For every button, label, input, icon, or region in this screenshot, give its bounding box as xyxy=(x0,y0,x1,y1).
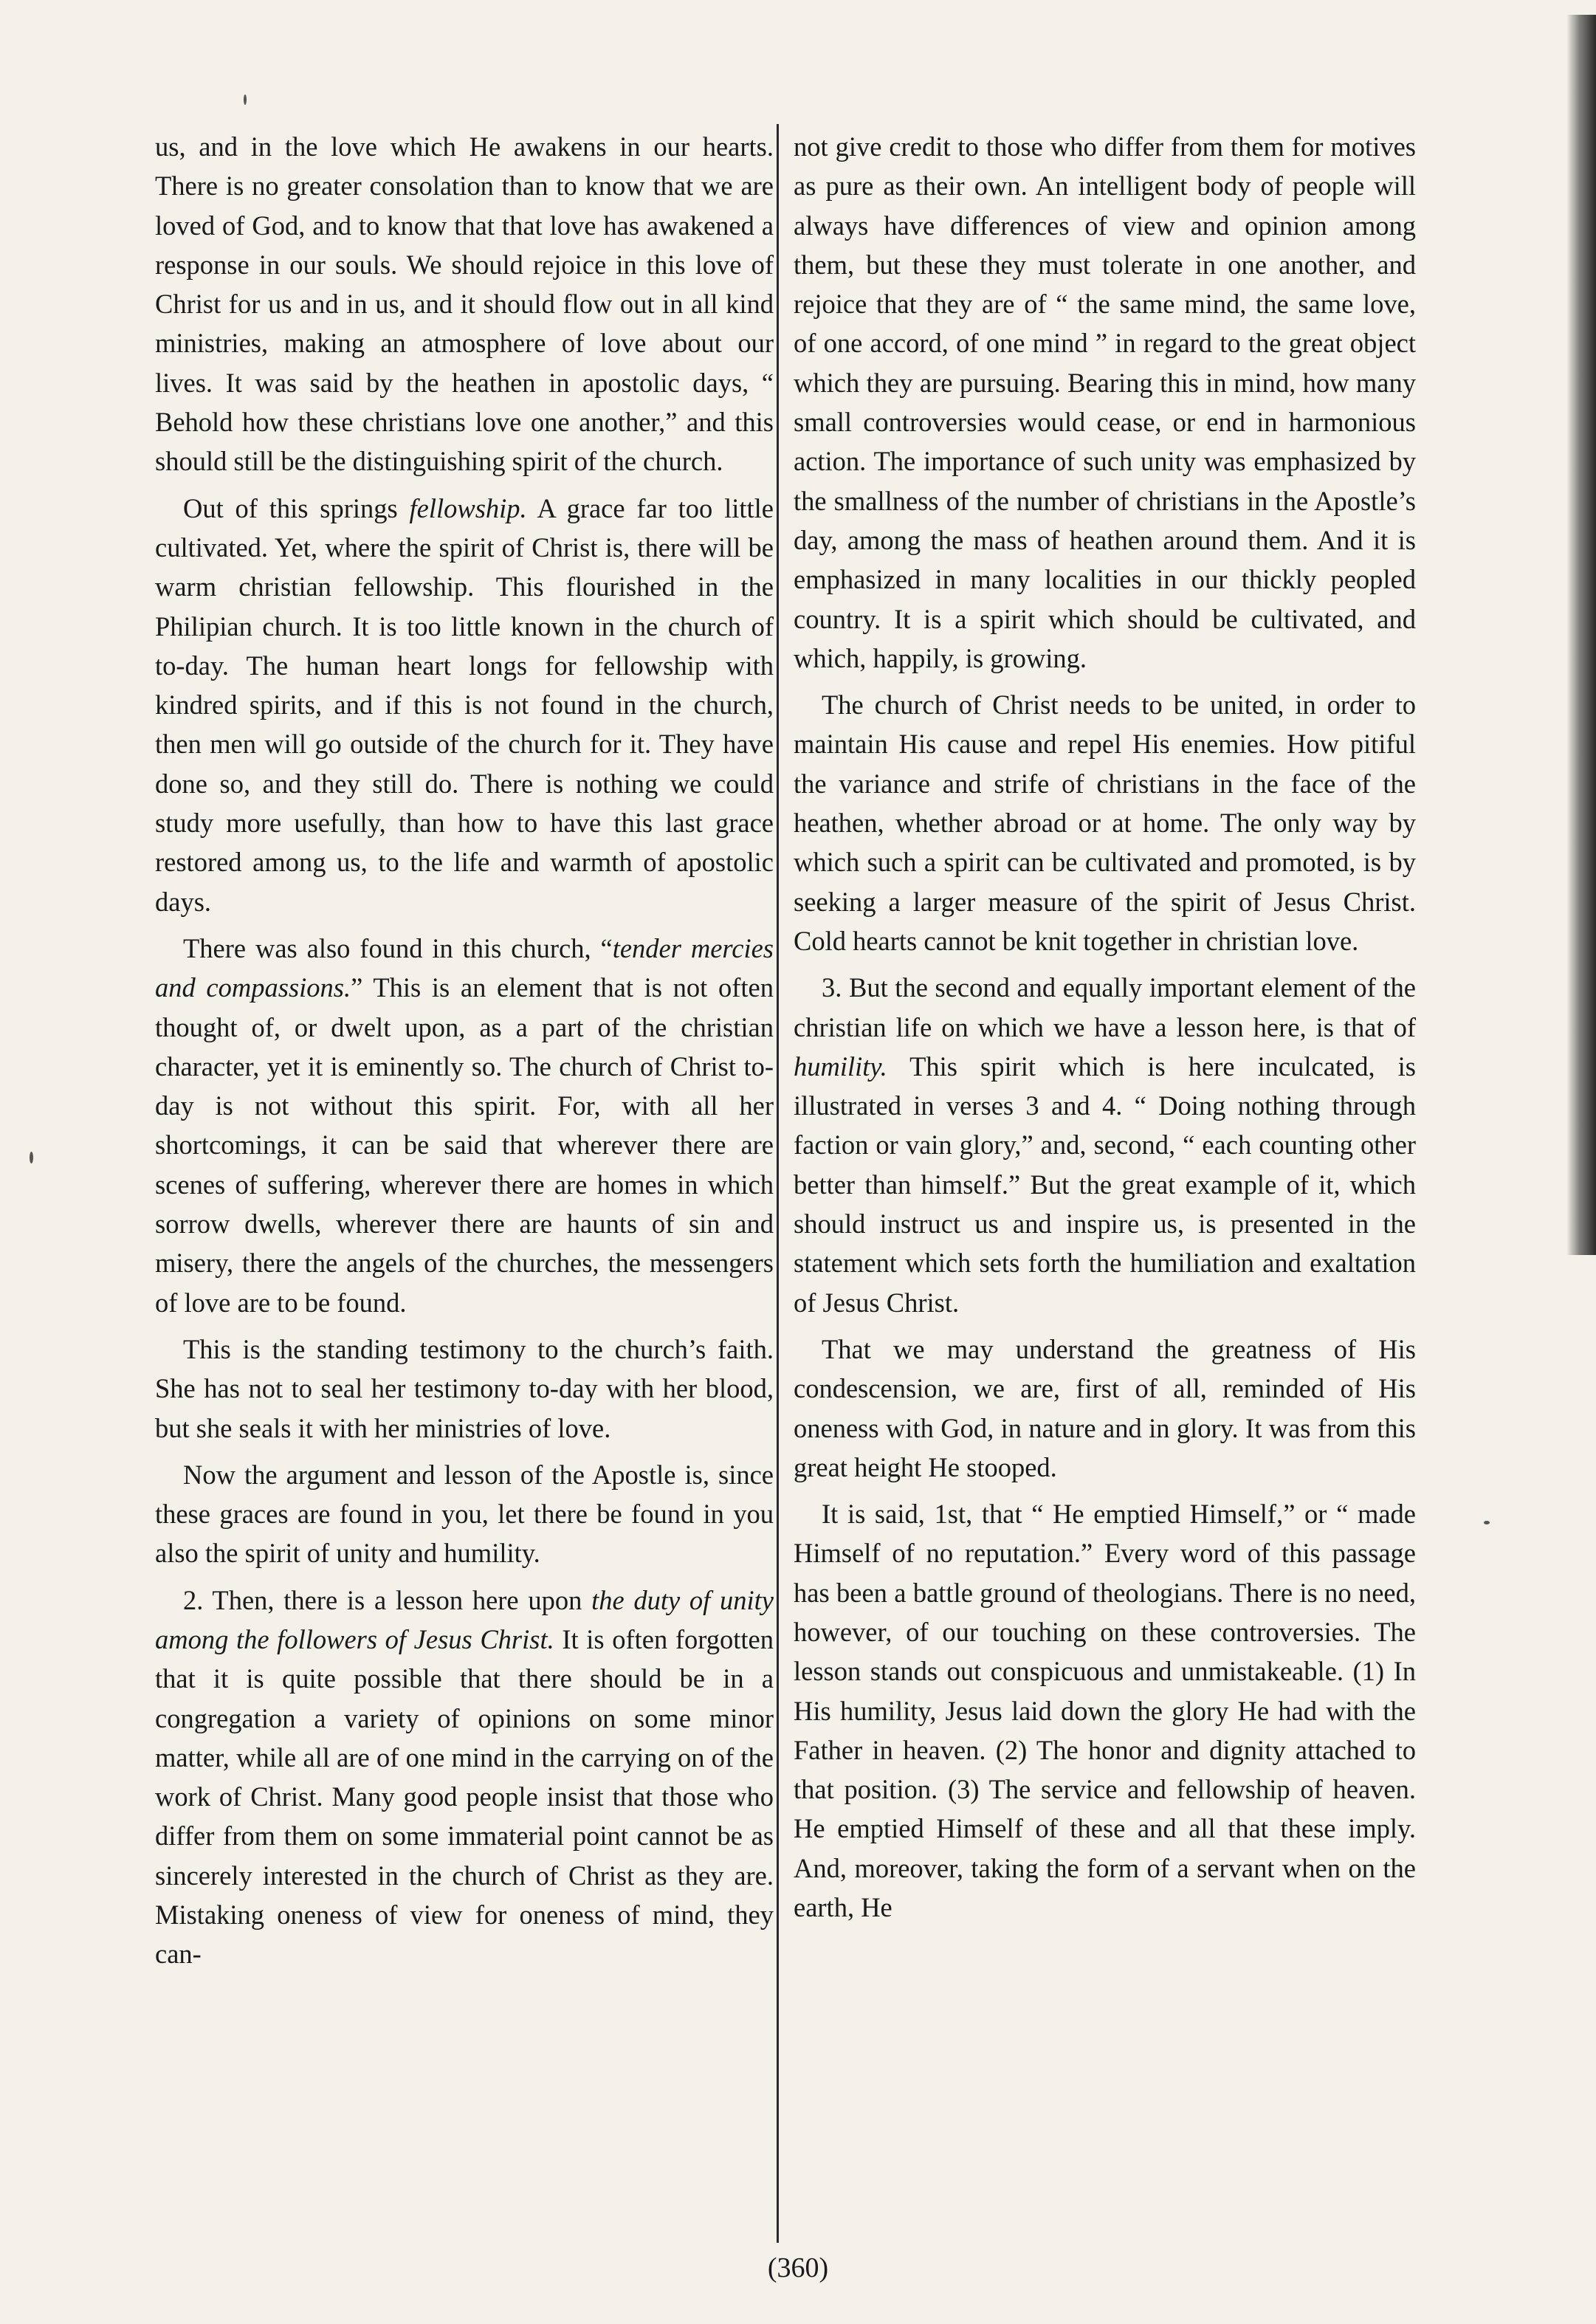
paragraph xyxy=(794,968,1416,1322)
paragraph xyxy=(794,1494,1416,1927)
text-run: It is said, 1st, that “ He emptied Himself,” or “ made Himself of no reputation.” Every word of this passage has been a battle ground of theologians. There is no need, however, of our touching on these controversies. The lesson stands out conspicuous and unmistakeable. (1) In His humility, Jesus laid down the glory He had with the Father in heaven. (2) The honor and dignity attached to that position. (3) The service and fellowship of heaven. He emptied Himself of these and all that these imply. And, moreover, taking the form of a servant when on the earth, He xyxy=(794,1499,1416,1923)
page-number: (360) xyxy=(767,2252,829,2283)
print-speck xyxy=(244,94,247,105)
text-run: There was also found in this church, “ xyxy=(183,932,613,963)
text-run: 2. Then, there is a lesson here upon xyxy=(183,1584,592,1615)
left-column xyxy=(155,127,774,1974)
paragraph xyxy=(155,929,774,1322)
text-run: Now the argument and lesson of the Apostle is, since these graces are found in you, let there be found in you also the spirit of unity and humility. xyxy=(155,1459,774,1569)
text-run: It is often forgotten that it is quite possible that there should be in a congregation a variety of opinions on some minor matter, while all are of one mind in the carrying on of the work of Christ. Many good people insist that those who differ from them on some immaterial point cannot be as sincerely interested in the church of Christ as they are. Mistaking oneness of view for oneness of mind, they can- xyxy=(155,1623,774,1970)
italic-phrase: the duty of unity among the followers of Jesus Christ. xyxy=(155,1584,774,1654)
text-run: not give credit to those who differ from them for motives as pure as their own. An intelligent body of people will always have differences of view and opinion among them, but these they must tolerate in one another, and rejoice that they are of “ the same mind, the same love, of one accord, of one mind ” in regard to the great object which they are pursuing. Bearing this in mind, how many small controversies would cease, or end in harmonious action. The importance of such unity was emphasized by the smallness of the number of christians in the Apostle’s day, among the mass of heathen around them. And it is emphasized in many localities in our thickly peopled country. It is a spirit which should be cultivated, and which, happily, is growing. xyxy=(794,131,1416,673)
paragraph xyxy=(155,489,774,921)
italic-phrase: humility. xyxy=(794,1051,887,1082)
text-run: ” This is an element that is not often thought of, or dwelt upon, as a part of the christian character, yet it is eminently so. The church of Christ to-day is not without this spirit. For, with all her shortcomings, it can be said that wherever there are scenes of suffering, wherever there are homes in which sorrow dwells, wherever there are haunts of sin and misery, there the angels of the churches, the messengers of love are to be found. xyxy=(155,972,774,1318)
italic-phrase: tender mercies and compassions. xyxy=(155,932,774,1003)
paragraph xyxy=(794,1330,1416,1487)
page-edge-shadow xyxy=(1566,15,1596,1255)
paragraph xyxy=(155,1330,774,1448)
column-divider xyxy=(777,124,779,2243)
text-run: 3. But the second and equally important element of the christian life on which we have a lesson here, is that of xyxy=(794,972,1416,1042)
paragraph xyxy=(155,1581,774,1974)
print-speck xyxy=(30,1152,33,1163)
paragraph xyxy=(794,685,1416,960)
text-run: This spirit which is here inculcated, is illustrated in verses 3 and 4. “ Doing nothing through faction or vain glory,” and, second, “ each counting other better than himself.” But the great example of it, which should instruct us and inspire us, is presented in the statement which sets forth the humiliation and exaltation of Jesus Christ. xyxy=(794,1051,1416,1318)
paragraph xyxy=(155,1455,774,1573)
italic-phrase: fellowship. xyxy=(409,492,527,523)
right-column xyxy=(794,127,1416,1927)
text-run: us, and in the love which He awakens in our hearts. There is no greater consolation than to know that we are loved of God, and to know that that love has awakened a response in our souls. We should rejoice in this love of Christ for us and in us, and it should flow out in all kind ministries, making an atmosphere of love about our lives. It was said by the heathen in apostolic days, “ Behold how these christians love one another,” and this should still be the distinguishing spirit of the church. xyxy=(155,131,774,477)
text-run: That we may understand the greatness of His condescension, we are, first of all, reminded of His oneness with God, in nature and in glory. It was from this great height He stooped. xyxy=(794,1333,1416,1482)
paragraph xyxy=(155,127,774,481)
paragraph xyxy=(794,127,1416,678)
text-run: A grace far too little cultivated. Yet, where the spirit of Christ is, there will be warm christian fellowship. This flourished in the Philipian church. It is too little known in the church of to-day. The human heart longs for fellowship with kindred spirits, and if this is not found in the church, then men will go outside of the church for it. They have done so, and they still do. There is nothing we could study more usefully, than how to have this last grace restored among us, to the life and warmth of apostolic days. xyxy=(155,492,774,917)
text-run: This is the standing testimony to the church’s faith. She has not to seal her testimony to-day with her blood, but she seals it with her ministries of love. xyxy=(155,1333,774,1443)
text-run: The church of Christ needs to be united, in order to maintain His cause and repel His enemies. How pitiful the variance and strife of christians in the face of the heathen, whether abroad or at home. The only way by which such a spirit can be cultivated and promoted, is by seeking a larger measure of the spirit of Jesus Christ. Cold hearts cannot be knit together in christian love. xyxy=(794,690,1416,956)
text-run: Out of this springs xyxy=(183,492,410,523)
print-speck xyxy=(1484,1521,1490,1524)
